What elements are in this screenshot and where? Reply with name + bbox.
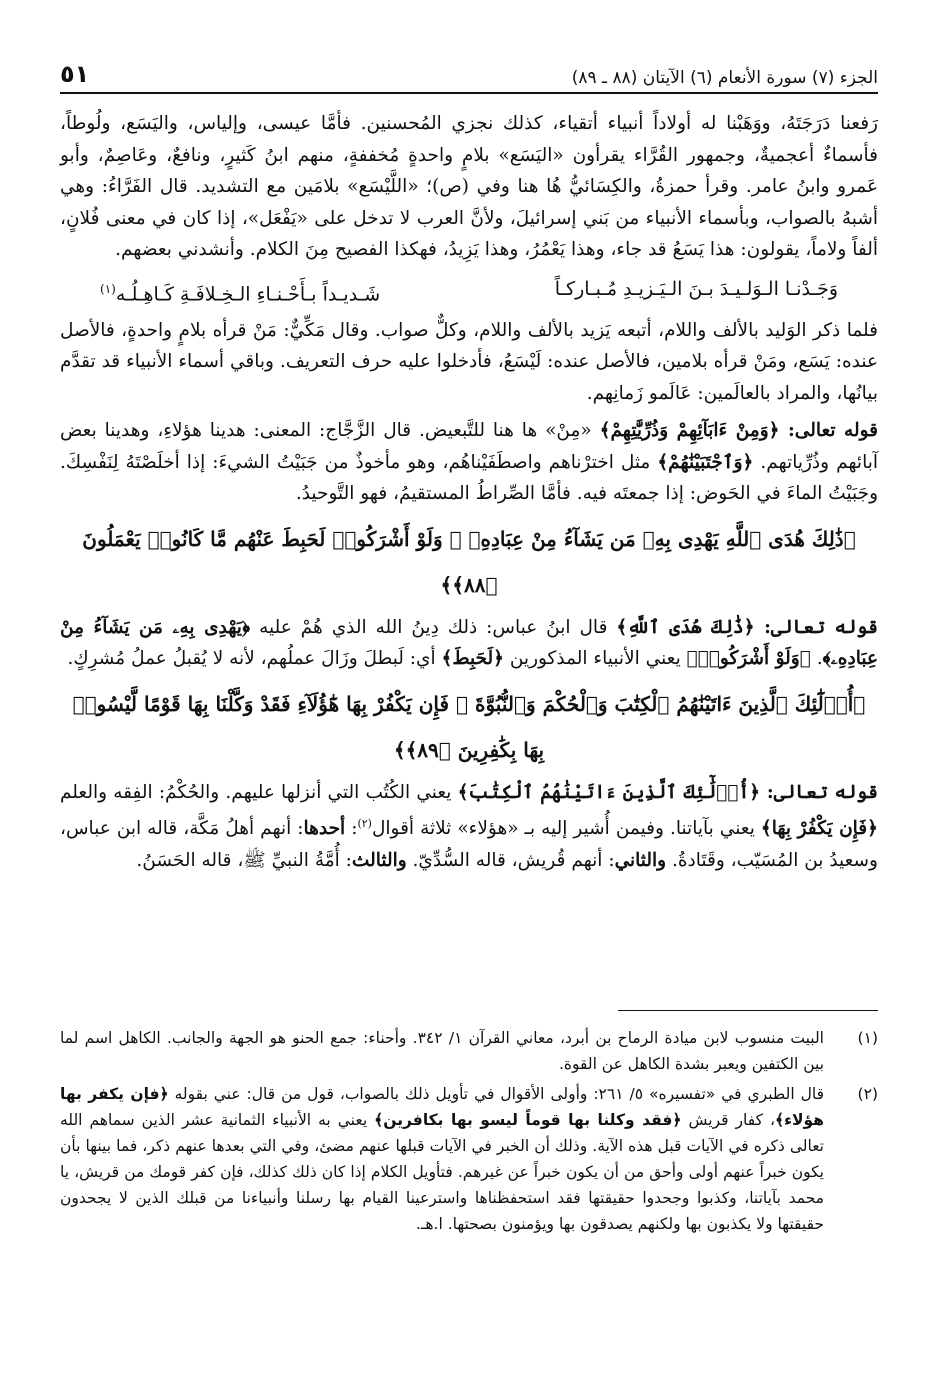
quran-quote: ﴿وَمِنْ ءَابَآئِهِمْ وَذُرِّيَّٰتِهِمْ﴾ [599, 420, 780, 442]
footnotes-section [60, 1010, 878, 1241]
commentary-text: قال ابنُ عباس: ذلك دِينُ الله الذي هُمْ عليه [250, 616, 617, 638]
page-header [60, 48, 878, 94]
poetry-verse [60, 272, 878, 311]
commentary-text: : أُمَّةُ النبيِّ ﷺ، قاله الحَسَنُ. [136, 849, 352, 871]
body-text [60, 108, 878, 876]
footnote-number: (٢) [857, 1085, 878, 1103]
verse-second-hemistich [100, 272, 380, 311]
paragraph-2: فلما ذكر الوَليد بالألف واللام، أتبعه يَزيد بالألف واللام، وكلٌّ صواب. وقال مَكِّيٌّ: مَنْ قرأه بلامٍ واحدةٍ، فالأصل عنده: يَسَع، ومَنْ قرأه بلامين، فالأصل عنده: لَيْسَعُ، فأدخلوا عليه حرف التعريف. وباقي أسماء الأنبياء قد تقدَّم بيانُها، والمراد بالعالَمين: عَالَمو زَمانِهم. [60, 319, 878, 404]
footnote-text: البيت منسوب لابن ميادة الرماح بن أبرد، معاني القرآن ١/ ٣٤٢. وأحناء: جمع الحنو هو الجهة والجانب. الكاهل اسم لما بين الكتفين ويعبر بشدة الكاهل عن القوة. [60, 1029, 824, 1073]
quran-verse-88: ﴿ذَٰلِكَ هُدَى ٱللَّهِ يَهْدِى بِهِۦ مَن يَشَآءُ مِنْ عِبَادِهِۦ ۚ وَلَوْ أَشْرَكُوا۟ لَحَبِطَ عَنْهُم مَّا كَانُوا۟ يَعْمَلُونَ ﴿٨٨﴾﴾ [82, 526, 856, 597]
quran-quote: ﴿فقد وكلنا بها قوماً ليسو بها بكافرين﴾ [374, 1111, 682, 1129]
commentary-text: : أنهم أهلُ مَكَّة، قاله ابن عباس، وسعيدُ بن المُسَيّب، وقَتَادةُ. [60, 818, 878, 871]
quran-quote: ﴿فَإِن يَكْفُرْ بِهَا﴾ [760, 818, 878, 840]
commentary-text: «مِنْ» ها هنا للتَّبعيض. قال الزَّجَّاج: المعنى: هدينا هؤلاءِ، وهدينا بعض آبائهم وذُرِّياتهم. [60, 420, 878, 473]
commentary-text: يعني الكُتُب التي أنزلها عليهم. والحُكْمُ: الفِقه والعلم [60, 781, 458, 803]
commentary-text: أي: لَبطلَ وزَالَ عملُهم، لأنه لا يُقبلُ عملُ مُشرِكٍ. [67, 648, 442, 670]
commentary-lead: قوله تعالى: [779, 420, 878, 442]
footnote-2 [60, 1081, 878, 1237]
paragraph-4 [60, 612, 878, 675]
commentary-text: . [810, 648, 823, 670]
paragraph-1: رَفعنا دَرَجَتَهُ، ووَهَبْنا له أولاداً أنبياء أتقياء، كذلك نجزي المُحسنين. فأمَّا عيسى، وإلياس، واليَسَع، ولُوطاً، فأسماءٌ أعجميةٌ، وجمهور القُرَّاء يقرأون «اليَسَع» بلامٍ واحدةٍ مُخففةٍ، منهم ابنُ كَثيرٍ، ونافعٌ، وعَاصِمٌ، وأبو عَمرو وابنُ عامر. وقرأ حمزةُ، والكِسَائيُّ هُا هنا وفي (ص)؛ «اللَّيْسَع» بلامَين مع التشديد. قال الفَرَّاءُ: وهي أشبهُ بالصواب، وبأسماء الأنبياء من بَني إسرائيلَ، ولأنَّ العرب لا تدخل على «يَفْعَل»، إذا كان في معنى فُلانٍ، ألفاً ولاماً، يقولون: هذا يَسَعُ قد جاء، وهذا يَعْمُرُ، وهذا يَزِيدُ، فهكذا الفصيح مِنَ الكلام. وأنشدني بعضهم. [60, 113, 878, 260]
quran-quote: ﴿ذَٰلِكَ هُدَى ٱللَّهِ﴾ [616, 616, 755, 638]
quran-quote: ﴿فإن يكفر بها هؤلاء﴾ [60, 1085, 825, 1129]
footnote-ref-1[interactable]: (١) [100, 281, 116, 296]
opinion-label-2: والثاني [614, 849, 667, 871]
quran-quote: ﴿وَٱجْتَبَيْنَٰهُمْ﴾ [657, 451, 754, 473]
footnote-1 [60, 1025, 878, 1077]
footnote-text [60, 1081, 824, 1237]
commentary-text: مثل اخترْناهم واصطَفَيْناهُم، وهو مأخوذٌ من جَبَيْتُ الشيءَ: إذا أخلَصْتَهُ لِنَفْسِكَ. وجَبَيْتُ الماءَ في الحَوض: إذا جمعتَه فيه. فأمَّا الصِّراطُ المستقيمُ، فهو التَّوحيدُ. [60, 451, 878, 505]
quran-quote: ﴿لَحَبِطَ﴾ [441, 648, 504, 670]
verse-second-text: شَـديـداً بـأَحْـنـاءِ الـخِـلافَـةِ كَـاهِـلُـه [115, 282, 381, 305]
quran-quote: ﴿يَهْدِى بِهِۦ مَن يَشَآءُ مِنْ عِبَادِهِۦ﴾ [60, 616, 878, 670]
commentary-lead: قوله تعالى: [754, 616, 878, 638]
footnote-text-part: يعني به الأنبياء الثمانية عشر الذين سماهم الله تعالى ذكره في الآيات قبل هذه الآية. وذلك أن الخبر في الآيات قبلها عنهم مضئ، وفي التي بعدها عنهم ذكر، فما بينها بأن يكون خبراً عنهم أولى وأحق من أن يكون خبراً عن غيرهم. فتأويل الكلام إذا كان ذلك كذلك، فإن كفر قومك من قريش، يا محمد بآياتنا، وكذبوا وجحدوا حقيقتها فقد استحفظناها واسترعينا القيام بها رسلنا وأنبياءنا من قبلك الذين لا يجحدون حقيقتها ولا يكذبون بها ولكنهم يصدقون بها ويؤمنون بصحتها. ا.هـ. [60, 1111, 824, 1233]
footnote-text-part: ، كفار قريش [681, 1111, 775, 1129]
page-number: ٥١ [60, 60, 90, 88]
opinion-label-1: أحدها [303, 818, 346, 840]
commentary-text: : [345, 818, 358, 840]
verse-first-hemistich: وَجَـدْنـا الـوَلـيـدَ بـنَ الـيَـزيـدِ مُـبـاركـاً [554, 277, 838, 300]
footnote-divider [618, 1010, 878, 1011]
quran-quote: ﴿أُو۟لَٰٓئِكَ ٱلَّذِينَ ءَاتَيْنَٰهُمُ ٱلْكِتَٰبَ﴾ [457, 781, 761, 803]
running-head: الجزء (٧) سورة الأنعام (٦) الآيتان (٨٨ ـ ٨٩) [571, 68, 878, 88]
commentary-lead: قوله تعالى: [760, 781, 878, 803]
quran-verse-89: ﴿أُو۟لَٰٓئِكَ ٱلَّذِينَ ءَاتَيْنَٰهُمُ ٱلْكِتَٰبَ وَٱلْحُكْمَ وَٱلنُّبُوَّةَ ۚ فَإِن يَكْفُرْ بِهَا هَٰٓؤُلَآءِ فَقَدْ وَكَّلْنَا بِهَا قَوْمًا لَّيْسُوا۟ بِهَا بِكَٰفِرِينَ ﴿٨٩﴾﴾ [72, 691, 866, 762]
book-page [60, 48, 878, 1348]
commentary-text: يعني بآياتنا. وفيمن أُشير إليه بـ «هؤلاء» ثلاثة أقوال [371, 818, 761, 840]
commentary-text: يعني الأنبياء المذكورين [503, 648, 687, 670]
footnote-number: (١) [857, 1029, 878, 1047]
footnote-text-part: قال الطبري في «تفسيره» ٥/ ٢٦١: وأولى الأقوال في تأويل ذلك بالصواب، قول من قال: عني بقوله [168, 1085, 825, 1103]
paragraph-5 [60, 777, 878, 877]
quran-quote: ﴿وَلَوْ أَشْرَكُوا۟﴾ [686, 648, 811, 670]
opinion-label-3: والثالث [351, 849, 407, 871]
commentary-text: : أنهم قُريش، قاله السُّدِّيّ. [406, 849, 615, 871]
paragraph-3 [60, 415, 878, 510]
footnote-ref-2[interactable]: (٢) [357, 817, 372, 831]
